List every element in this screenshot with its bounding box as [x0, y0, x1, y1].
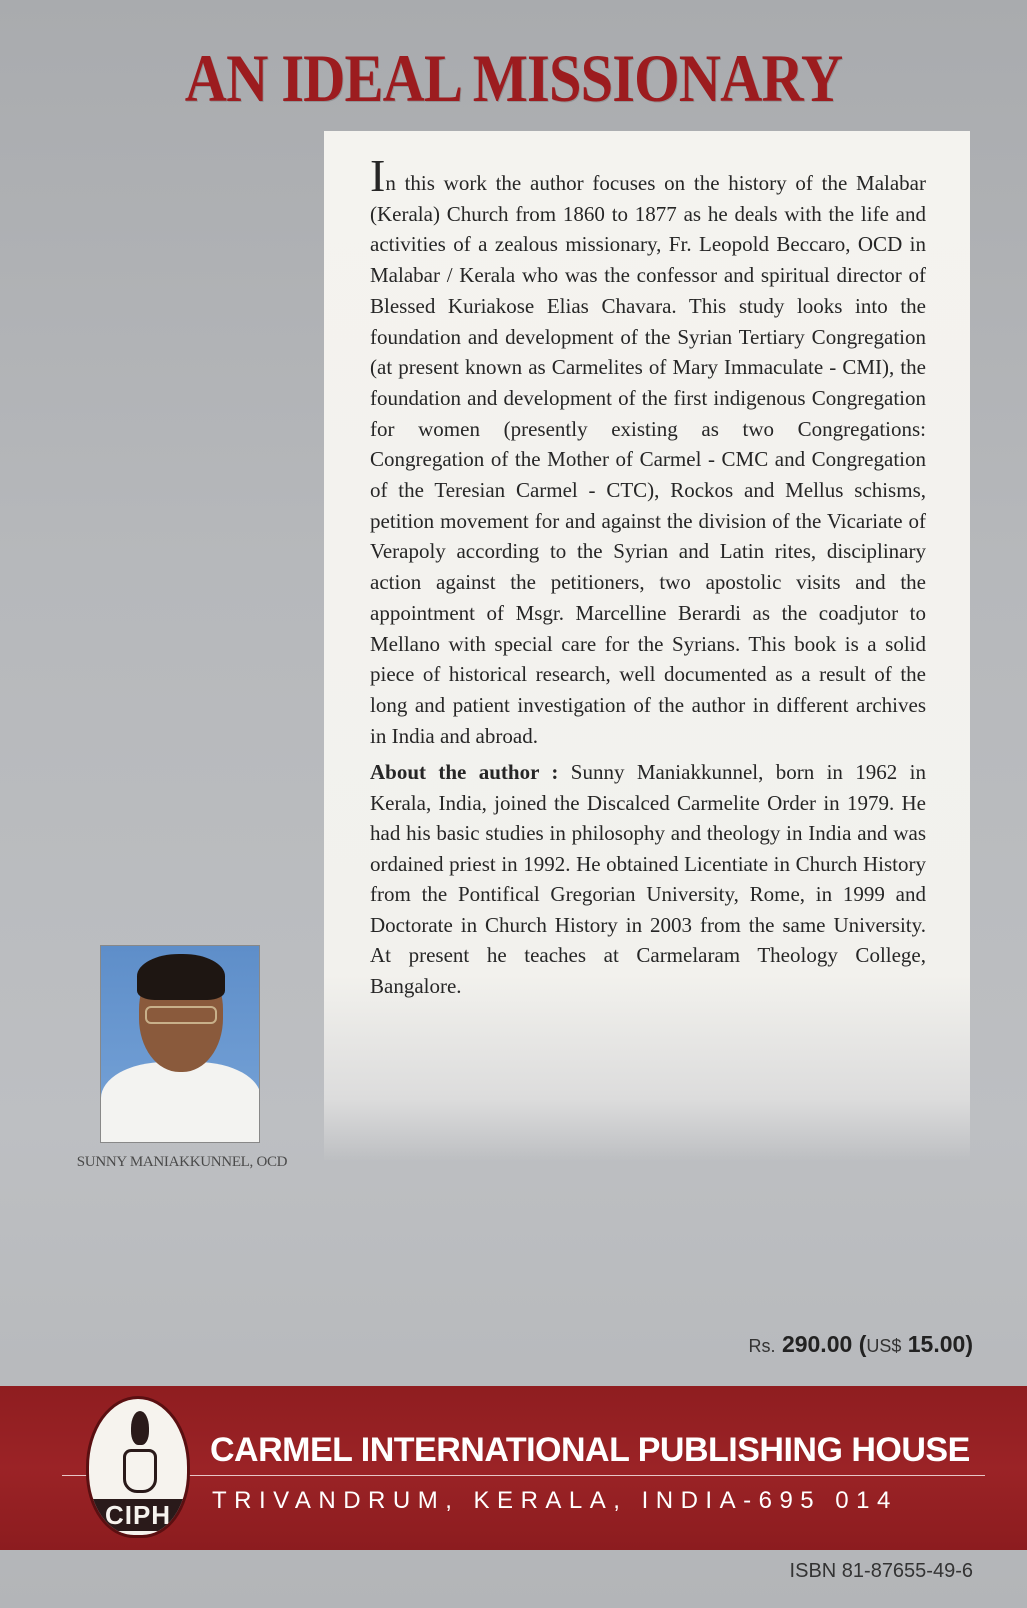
- price-usd-open: (: [858, 1331, 867, 1357]
- crest-icon: [123, 1449, 157, 1493]
- photo-hair: [137, 954, 225, 1000]
- dropcap-letter: I: [370, 150, 386, 201]
- publisher-band: [0, 1386, 1027, 1550]
- author-photo: [100, 945, 260, 1143]
- photo-glasses: [145, 1006, 217, 1024]
- author-bio: [370, 757, 926, 1001]
- price-usd-value: 15.00: [907, 1331, 966, 1357]
- price-usd-close: ): [965, 1331, 973, 1357]
- book-description: [370, 150, 926, 751]
- author-bio-text: Sunny Maniakkunnel, born in 1962 in Kerala, India, joined the Discalced Carmelite Order in 1979. He had his basic studies in philosophy and theology in India and was ordained priest in 1992. He obtained Licentiate in Church History from the Pontifical Gregorian University, Rome, in 1999 and Doctorate in Church History in 2003 from the same University. At present he teaches at Carmelaram Theology College, Bangalore.: [370, 760, 926, 998]
- logo-text: CIPH: [89, 1499, 187, 1531]
- photo-white-habit: [101, 1062, 260, 1143]
- isbn-number: ISBN 81-87655-49-6: [789, 1560, 973, 1582]
- price-label: [749, 1331, 973, 1358]
- author-caption: SUNNY MANIAKKUNNEL, OCD: [76, 1154, 288, 1170]
- price-rs-label: Rs.: [748, 1336, 776, 1356]
- description-panel: [324, 131, 970, 1161]
- book-title: AN IDEAL MISSIONARY: [184, 40, 843, 116]
- band-divider: [62, 1475, 985, 1476]
- price-rs-value: 290.00: [781, 1331, 853, 1357]
- flame-icon: [131, 1411, 149, 1445]
- publisher-logo: [86, 1396, 190, 1538]
- book-description-text: n this work the author focuses on the history of the Malabar (Kerala) Church from 1860 to 1877 as he deals with the life and activities of a zealous missionary, Fr. Leopold Beccaro, OCD in Malabar / Kerala who was the confessor and spiritual director of Blessed Kuriakose Elias Chavara. This study looks into the foundation and development of the Syrian Tertiary Congregation (at present known as Carmelites of Mary Immaculate - CMI), the foundation and development of the first indigenous Congregation for women (presently existing as two Congregations: Congregation of the Mother of Carmel - CMC and Congregation of the Teresian Carmel - CTC), Rockos and Mellus schisms, petition movement for and against the division of the Vicariate of Verapoly according to the Syrian and Latin rites, disciplinary action against the petitioners, two apostolic visits and the appointment of Msgr. Marcelline Berardi as the coadjutor to Mellano with special care for the Syrians. This book is a solid piece of historical research, well documented as a result of the long and patient investigation of the author in different archives in India and abroad.: [370, 171, 926, 748]
- publisher-name: CARMEL INTERNATIONAL PUBLISHING HOUSE: [210, 1431, 970, 1469]
- publisher-address: TRIVANDRUM, KERALA, INDIA-695 014: [212, 1487, 898, 1514]
- author-bio-label: About the author :: [370, 760, 559, 785]
- price-usd-label: US$: [866, 1336, 902, 1356]
